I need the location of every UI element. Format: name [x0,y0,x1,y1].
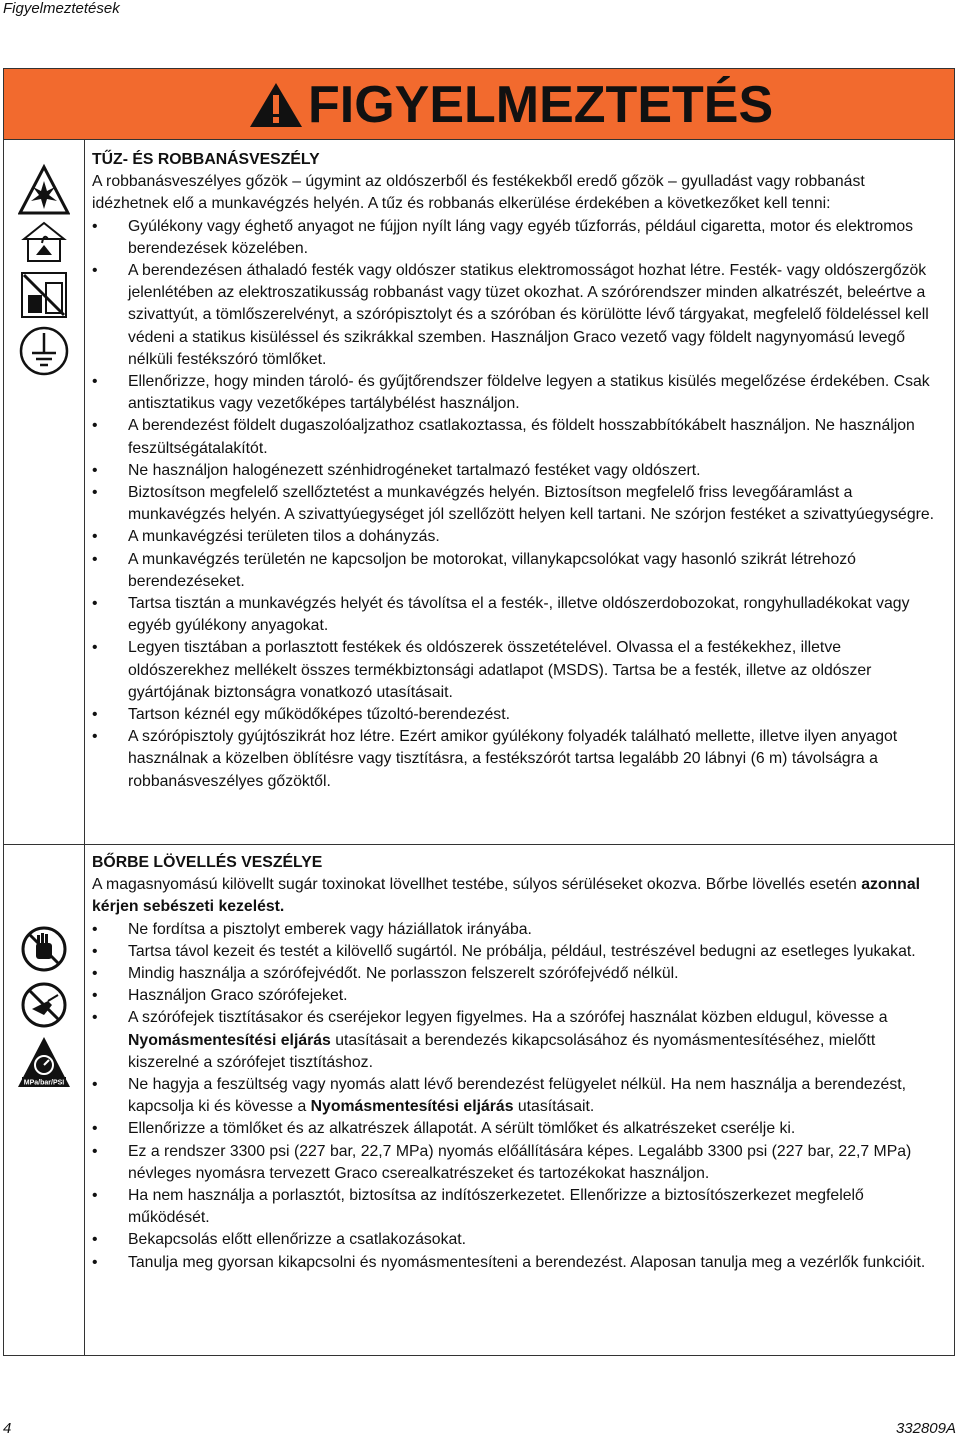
list-item: • Tartson kéznél egy működőképes tűzoltó-berendezést. [92,704,944,726]
list-item: • A munkavégzés területén ne kapcsoljon be motorokat, villanykapcsolókat vagy hasonló szikrát létrehozó berendezéseket. [92,549,944,593]
list-item: • Ellenőrizze a tömlőket és az alkatrészek állapotát. A sérült tömlőket és alkatrészeket cserélje ki. [92,1118,944,1140]
list-item: • Tanulja meg gyorsan kikapcsolni és nyomásmentesíteni a berendezést. Alaposan tanulja meg a vezérlők funkcióit. [92,1252,944,1274]
list-item: • Ne fordítsa a pisztolyt emberek vagy háziállatok irányába. [92,919,944,941]
fire-list [92,216,944,793]
list-item: • Ne használjon halogénezett szénhidrogéneket tartalmazó festéket vagy oldószert. [92,460,944,482]
list-item: • Ha nem használja a porlasztót, biztosítsa az indítószerkezetet. Ellenőrizze a biztosítószerkezet megfelelő működését. [92,1185,944,1229]
list-item: • Gyúlékony vagy éghető anyagot ne fújjon nyílt láng vagy egyéb tűzforrás, például cigaretta, motor és elektromos berendezések közelében. [92,216,944,260]
pressure-label: MPa/bar/PSI [23,1079,65,1087]
list-item: • A szórópisztoly gyújtószikrát hoz létre. Ezért amikor gyúlékony folyadék található mellette, illetve ilyen anyagot használnak a közelben öblítésre vagy tisztításra, a festékszórót tartsa legalább 20 lábnyi (6 m) távolságra a robbanásveszélyes gőzöktől. [92,726,944,793]
list-item: • A munkavégzési területen tilos a dohányzás. [92,526,944,548]
ground-icon [18,325,70,377]
list-item: • A szórófejek tisztításakor és cseréjekor legyen figyelmes. Ha a szórófej használat közben eldugul, kövesse a Nyomásmentesítési eljárás utasításait a berendezés kikapcsolásához és nyomásmentesítéséhez, mielőtt kiszerelné a szórófejet tisztításhoz. [92,1007,944,1074]
list-item: • Tartsa távol kezeit és testét a kilövellő sugártól. Ne próbálja, például, testrészével bedugni az esetleges lyukakat. [92,941,944,963]
list-item: • Biztosítson megfelelő szellőztetést a munkavégzés helyén. Biztosítson megfelelő friss levegőáramlást a munkavégzés helyén. A szivattyúegységet jól szellőzött helyen kell tartani. Ne szórjon festéket a szivattyúegységre. [92,482,944,526]
warning-box [3,68,955,1356]
skin-intro: A magasnyomású kilövellt sugár toxinokat lövellhet testébe, súlyos sérüléseket okozva. Bőrbe lövellés esetén azonnal kérjen sebészeti kezelést. [92,876,921,916]
list-item: • Használjon Graco szórófejeket. [92,985,944,1007]
list-item: • Bekapcsolás előtt ellenőrizze a csatlakozásokat. [92,1229,944,1251]
list-item: • Ne hagyja a feszültség vagy nyomás alatt lévő berendezést felügyelet nélkül. Ha nem használja a berendezést, kapcsolja ki és kövesse a Nyomásmentesítési eljárás utasításait. [92,1074,944,1118]
list-item: • Ez a rendszer 3300 psi (227 bar, 22,7 MPa) nyomás előállítására képes. Legalább 3300 psi (227 bar, 22,7 MPa) névleges nyomásra tervezett Graco cserealkatrészeket és tartozékokat használjon. [92,1141,944,1185]
fire-house-icon [18,219,70,265]
list-item: • A berendezést földelt dugaszolóaljzathoz csatlakoztassa, és földelt hosszabbítókábelt használjon. Ne használjon feszültségátalakítót. [92,415,944,459]
no-hand-icon [20,925,68,973]
fire-intro: A robbanásveszélyes gőzök – úgymint az oldószerből és festékekből eredő gőzök – gyulladást vagy robbanást idézhetnek elő a munkavégzés helyén. A tűz és robbanás elkerülése érdekében a következőket kell tenni: [92,173,865,213]
warning-triangle-icon [248,81,304,129]
warning-banner [4,69,954,140]
list-item: • Mindig használja a szórófejvédőt. Ne porlasszon felszerelt szórófejvédő nélkül. [92,963,944,985]
no-spark-icon [18,269,70,321]
no-spray-gun-icon [20,981,68,1029]
page-header: Figyelmeztetések [3,0,120,17]
page-number: 4 [3,1420,12,1437]
explosion-icon [18,163,70,215]
document-number: 332809A [895,1420,956,1437]
skin-section [92,852,944,1274]
list-item: • Legyen tisztában a porlasztott festékek és oldószerek összetételével. Olvassa el a festékekhez, illetve oldószerekhez mellékelt összes termékbiztonsági adatlapot (MSDS). Tartsa be a festék, illetve az oldószer gyártójának biztonságra vonatkozó utasításait. [92,637,944,704]
skin-title: BŐRBE LÖVELLÉS VESZÉLYE [92,854,323,871]
fire-section [92,149,944,793]
banner-title: FIGYELMEZTETÉS [248,75,773,135]
skin-list [92,919,944,1274]
section-divider [4,844,954,845]
list-item: • Tartsa tisztán a munkavégzés helyét és távolítsa el a festék-, illetve oldószerdobozokat, rongyhulladékokat vagy egyéb gyúlékony anyagokat. [92,593,944,637]
icon-column [4,139,85,1355]
list-item: • Ellenőrizze, hogy minden tároló- és gyűjtőrendszer földelve legyen a statikus kisülés megelőzése érdekében. Csak antisztatikus vagy vezetőképes tartálybélést használjon. [92,371,944,415]
fire-title: TŰZ- ÉS ROBBANÁSVESZÉLY [92,151,320,168]
pressure-warning-icon [16,1035,72,1091]
list-item: • A berendezésen áthaladó festék vagy oldószer statikus elektromosságot hozhat létre. Festék- vagy oldószergőzök jelenlétében az elektroszatikusság robbanást vagy tüzet okozhat. A szórórendszer minden alkatrészét, beleértve a szivattyút, a tömlőszerelvényt, a szórópisztolyt és a szóróban és körülötte lévő tárgyakat, megfelelő földeléssel kell védeni a statikus kisüléssel és szikrákkal szemben. Használjon Graco vezető vagy földelt nagynyomású levegő nélküli festékszóró tömlőket. [92,260,944,371]
